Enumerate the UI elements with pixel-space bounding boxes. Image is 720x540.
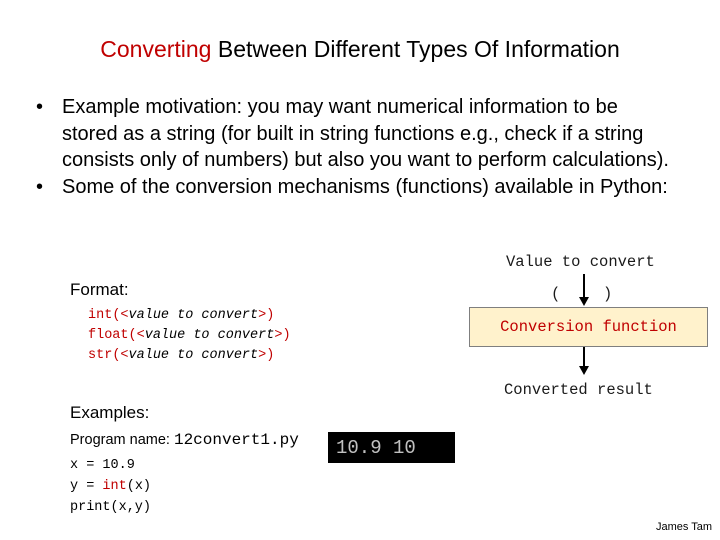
format-fn: int <box>88 308 113 323</box>
diagram-output-label: Converted result <box>504 381 653 399</box>
diagram-close-paren: ) <box>603 285 613 303</box>
title-highlight: Converting <box>100 36 212 62</box>
bullet-text: Example motivation: you may want numerical information to be stored as a string (for built in string functions e.g., check if a string consists only of numbers) but also you want to perform calculations). <box>62 96 669 171</box>
format-arg: value to convert <box>144 328 275 343</box>
bullet-item <box>36 174 676 201</box>
format-arg: value to convert <box>128 308 259 323</box>
conversion-function-box <box>469 307 708 347</box>
format-fn: str <box>88 348 113 363</box>
bullet-text: Some of the conversion mechanisms (functions) available in Python: <box>62 175 668 198</box>
diagram-open-paren: ( <box>551 285 561 303</box>
format-line-float: float(<value to convert>) <box>88 328 291 343</box>
program-file-name: 12convert1.py <box>173 431 299 449</box>
arrow-down-icon <box>579 297 589 306</box>
format-line-int: int(<value to convert>) <box>88 308 275 323</box>
code-line: print(x,y) <box>70 500 152 515</box>
code-line: x = 10.9 <box>70 458 135 473</box>
code-line: y = int(x) <box>70 479 152 494</box>
format-label: Format <box>70 280 124 299</box>
program-prefix: Program name: <box>70 432 170 448</box>
author-credit: James Tam <box>655 521 712 533</box>
bullet-symbol: • <box>36 96 44 118</box>
diagram-input-label: Value to convert <box>506 253 655 271</box>
examples-heading: Examples: <box>70 403 150 422</box>
console-output-text: 10.9 10 <box>336 436 416 459</box>
examples-label: Examples <box>70 403 145 422</box>
format-arg: value to convert <box>128 348 259 363</box>
program-name-line <box>70 431 299 449</box>
title-rest: Between Different Types Of Information <box>211 36 620 62</box>
arrow-down-icon <box>579 366 589 375</box>
bullet-symbol: • <box>36 175 44 198</box>
conversion-function-label: Conversion function <box>500 318 677 336</box>
diagram-arrow-line-bottom <box>583 347 585 367</box>
format-line-str: str(<value to convert>) <box>88 348 275 363</box>
bullet-list <box>36 94 676 200</box>
slide-title <box>0 34 720 64</box>
format-heading: Format: <box>70 280 129 299</box>
code-fn: int <box>102 479 127 494</box>
example-code-block <box>70 455 151 518</box>
console-output <box>328 432 455 463</box>
format-fn: float <box>88 328 129 343</box>
bullet-item <box>36 94 676 174</box>
format-code-block <box>88 306 291 366</box>
diagram-arrow-line-top <box>583 274 585 298</box>
